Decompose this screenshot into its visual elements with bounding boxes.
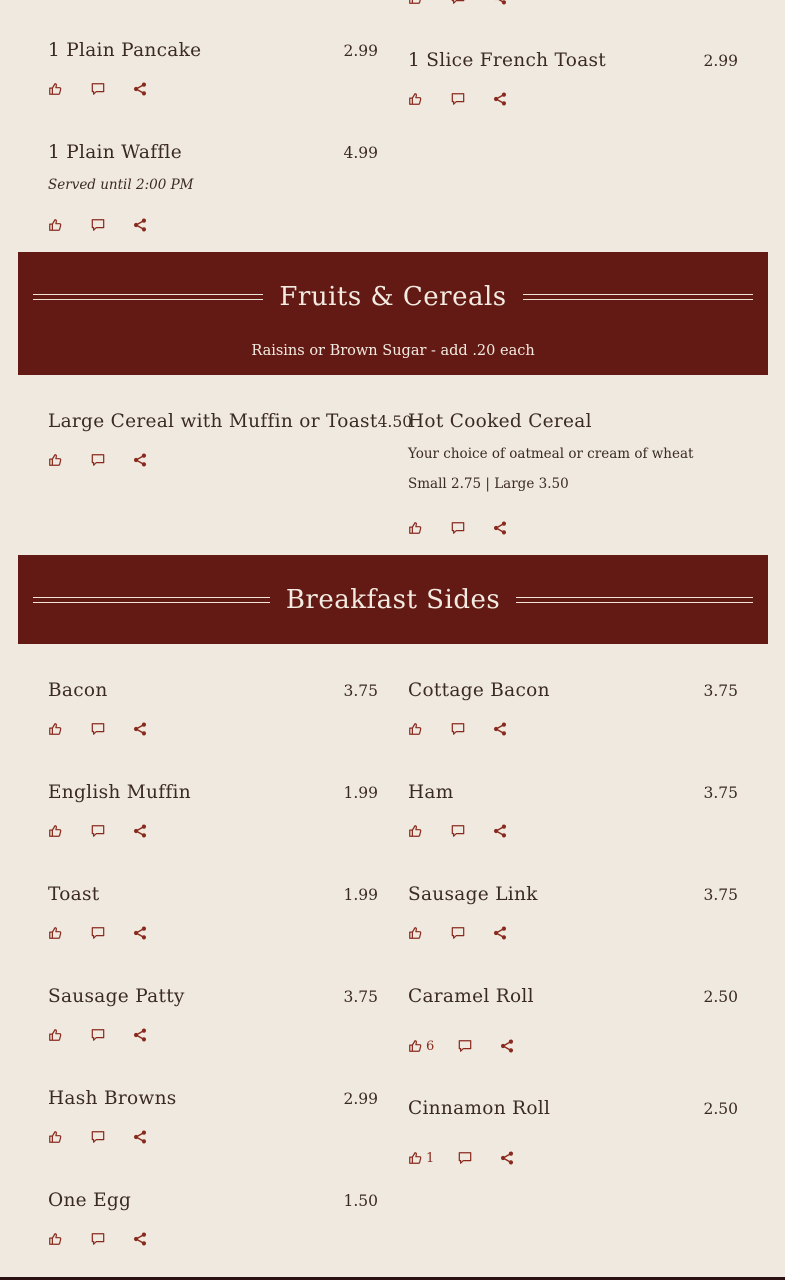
- item-price: 2.50: [703, 988, 738, 1006]
- share-button[interactable]: [133, 82, 147, 96]
- action-bar: [408, 91, 507, 107]
- comment-icon: [91, 722, 105, 736]
- menu-item: [48, 1088, 378, 1109]
- action-bar: [48, 1231, 147, 1247]
- action-bar: [48, 217, 147, 233]
- divider: [33, 294, 263, 300]
- comment-button[interactable]: [91, 824, 105, 838]
- thumbs-up-icon: [408, 0, 422, 5]
- share-button[interactable]: [133, 453, 147, 467]
- comment-icon: [458, 1151, 472, 1165]
- menu-item: [408, 680, 738, 701]
- thumbs-up-icon: [48, 453, 62, 467]
- like-button[interactable]: [408, 92, 422, 106]
- share-icon: [133, 824, 147, 838]
- item-name: Ham: [408, 782, 454, 803]
- like-button[interactable]: [48, 722, 62, 736]
- comment-icon: [451, 92, 465, 106]
- comment-icon: [91, 1232, 105, 1246]
- item-description: Your choice of oatmeal or cream of wheat: [408, 446, 694, 462]
- action-bar: [48, 721, 147, 737]
- thumbs-up-icon: [408, 521, 422, 535]
- comment-button[interactable]: [91, 82, 105, 96]
- share-button[interactable]: [133, 1130, 147, 1144]
- action-bar: [408, 1150, 514, 1166]
- item-size-prices: Small 2.75 | Large 3.50: [408, 476, 569, 492]
- menu-item: [408, 50, 738, 71]
- item-name: Cinnamon Roll: [408, 1098, 551, 1119]
- share-icon: [493, 722, 507, 736]
- item-price: 2.99: [703, 52, 738, 70]
- item-price: 2.99: [343, 1090, 378, 1108]
- menu-item: [48, 986, 378, 1007]
- item-price: 2.50: [703, 1100, 738, 1118]
- like-button[interactable]: [48, 1028, 62, 1042]
- comment-icon: [91, 218, 105, 232]
- item-price: 4.99: [343, 144, 378, 162]
- comment-button[interactable]: [451, 92, 465, 106]
- comment-icon: [451, 824, 465, 838]
- like-button[interactable]: [408, 926, 422, 940]
- share-icon: [493, 521, 507, 535]
- section-title: Fruits & Cereals: [279, 282, 507, 312]
- thumbs-up-icon: [48, 1028, 62, 1042]
- item-price: 1.50: [343, 1192, 378, 1210]
- thumbs-up-icon: [48, 82, 62, 96]
- share-button[interactable]: [493, 722, 507, 736]
- item-name: Sausage Patty: [48, 986, 185, 1007]
- like-button[interactable]: [48, 82, 62, 96]
- comment-button[interactable]: [91, 218, 105, 232]
- comment-icon: [451, 521, 465, 535]
- comment-icon: [91, 1130, 105, 1144]
- menu-item: [408, 1098, 738, 1119]
- menu-item: [48, 782, 378, 803]
- like-button[interactable]: [408, 1039, 434, 1054]
- comment-button[interactable]: [451, 521, 465, 535]
- item-name: Toast: [48, 884, 100, 905]
- action-bar: [48, 81, 147, 97]
- comment-button[interactable]: [458, 1151, 472, 1165]
- item-price: 2.99: [343, 42, 378, 60]
- comment-button[interactable]: [91, 926, 105, 940]
- share-button[interactable]: [133, 1232, 147, 1246]
- share-icon: [500, 1151, 514, 1165]
- share-button[interactable]: [133, 1028, 147, 1042]
- comment-button[interactable]: [451, 722, 465, 736]
- comment-button[interactable]: [91, 722, 105, 736]
- item-name: Cottage Bacon: [408, 680, 550, 701]
- item-name: Hot Cooked Cereal: [408, 411, 592, 432]
- menu-item: [408, 884, 738, 905]
- share-icon: [133, 722, 147, 736]
- like-button[interactable]: [48, 926, 62, 940]
- section-header-breakfast-sides: [18, 555, 768, 644]
- item-price: 4.50: [377, 413, 413, 431]
- thumbs-up-icon: [408, 92, 422, 106]
- item-name: Caramel Roll: [408, 986, 534, 1007]
- item-price: 3.75: [343, 988, 378, 1006]
- share-button[interactable]: [133, 824, 147, 838]
- action-bar: [408, 925, 507, 941]
- action-bar-cropped: [408, 0, 507, 6]
- comment-button[interactable]: [91, 1232, 105, 1246]
- divider: [516, 597, 753, 603]
- item-name: Sausage Link: [408, 884, 538, 905]
- like-button[interactable]: [48, 453, 62, 467]
- thumbs-up-icon: [48, 1130, 62, 1144]
- share-icon: [133, 1028, 147, 1042]
- item-name: Large Cereal with Muffin or Toast: [48, 411, 378, 432]
- thumbs-up-icon: [48, 1232, 62, 1246]
- share-button[interactable]: [493, 92, 507, 106]
- like-button[interactable]: [408, 1151, 434, 1166]
- item-name: Bacon: [48, 680, 108, 701]
- comment-button[interactable]: [91, 1130, 105, 1144]
- comment-button[interactable]: [91, 1028, 105, 1042]
- comment-button[interactable]: [458, 1039, 472, 1053]
- comment-button[interactable]: [451, 824, 465, 838]
- thumbs-up-icon: [408, 926, 422, 940]
- like-count: 6: [426, 1038, 435, 1054]
- menu-item: [408, 411, 738, 492]
- action-bar: [48, 925, 147, 941]
- menu-item: [408, 782, 738, 803]
- comment-icon: [91, 453, 105, 467]
- like-button[interactable]: [408, 824, 422, 838]
- action-bar: [48, 452, 147, 468]
- item-price: 3.75: [343, 682, 378, 700]
- like-button[interactable]: [48, 218, 62, 232]
- item-price: 1.99: [343, 886, 378, 904]
- share-button[interactable]: [133, 218, 147, 232]
- share-button[interactable]: [493, 926, 507, 940]
- share-button[interactable]: [133, 926, 147, 940]
- action-bar: [48, 823, 147, 839]
- thumbs-up-icon: [408, 1039, 422, 1053]
- section-title: Breakfast Sides: [285, 585, 501, 615]
- share-icon: [493, 824, 507, 838]
- section-header-fruits-cereals: [18, 252, 768, 375]
- divider: [33, 597, 270, 603]
- share-icon: [133, 1130, 147, 1144]
- share-icon: [133, 453, 147, 467]
- like-button[interactable]: [48, 824, 62, 838]
- share-button[interactable]: [133, 722, 147, 736]
- action-bar: [48, 1129, 147, 1145]
- menu-item: [408, 986, 738, 1007]
- item-name: 1 Slice French Toast: [408, 50, 607, 71]
- comment-icon: [451, 0, 465, 5]
- share-icon: [133, 1232, 147, 1246]
- item-name: English Muffin: [48, 782, 191, 803]
- share-button[interactable]: [493, 824, 507, 838]
- share-button[interactable]: [493, 0, 507, 5]
- comment-button[interactable]: [451, 0, 465, 5]
- action-bar: [48, 1027, 147, 1043]
- menu-item: [48, 1190, 378, 1211]
- share-button[interactable]: [493, 521, 507, 535]
- section-note: Raisins or Brown Sugar - add .20 each: [251, 343, 535, 359]
- action-bar: [408, 721, 507, 737]
- like-button[interactable]: [408, 0, 422, 5]
- share-icon: [133, 82, 147, 96]
- share-button[interactable]: [500, 1151, 514, 1165]
- like-button[interactable]: [48, 1130, 62, 1144]
- share-icon: [133, 926, 147, 940]
- like-count: 1: [426, 1150, 435, 1166]
- item-price: 3.75: [703, 784, 738, 802]
- share-icon: [493, 0, 507, 5]
- like-button[interactable]: [408, 521, 422, 535]
- thumbs-up-icon: [48, 218, 62, 232]
- thumbs-up-icon: [408, 1151, 422, 1165]
- like-button[interactable]: [48, 1232, 62, 1246]
- action-bar: [408, 823, 507, 839]
- item-name: Hash Browns: [48, 1088, 177, 1109]
- menu-item: [48, 680, 378, 701]
- menu-item: [48, 411, 413, 432]
- comment-icon: [91, 82, 105, 96]
- action-bar: [408, 520, 507, 536]
- like-button[interactable]: [408, 722, 422, 736]
- share-icon: [500, 1039, 514, 1053]
- item-price: 3.75: [703, 682, 738, 700]
- share-icon: [493, 926, 507, 940]
- thumbs-up-icon: [48, 926, 62, 940]
- share-button[interactable]: [500, 1039, 514, 1053]
- item-name: One Egg: [48, 1190, 132, 1211]
- comment-icon: [451, 926, 465, 940]
- menu-item: [48, 40, 378, 61]
- comment-icon: [91, 1028, 105, 1042]
- comment-icon: [458, 1039, 472, 1053]
- divider: [523, 294, 753, 300]
- thumbs-up-icon: [408, 824, 422, 838]
- item-price: 1.99: [343, 784, 378, 802]
- item-description: Served until 2:00 PM: [48, 177, 194, 193]
- comment-icon: [451, 722, 465, 736]
- comment-icon: [91, 824, 105, 838]
- action-bar: [408, 1038, 514, 1054]
- comment-button[interactable]: [451, 926, 465, 940]
- comment-icon: [91, 926, 105, 940]
- item-name: 1 Plain Pancake: [48, 40, 202, 61]
- item-name: 1 Plain Waffle: [48, 142, 182, 163]
- item-price: 3.75: [703, 886, 738, 904]
- thumbs-up-icon: [48, 824, 62, 838]
- menu-item: [48, 142, 378, 193]
- comment-button[interactable]: [91, 453, 105, 467]
- share-icon: [133, 218, 147, 232]
- thumbs-up-icon: [48, 722, 62, 736]
- menu-item: [48, 884, 378, 905]
- thumbs-up-icon: [408, 722, 422, 736]
- share-icon: [493, 92, 507, 106]
